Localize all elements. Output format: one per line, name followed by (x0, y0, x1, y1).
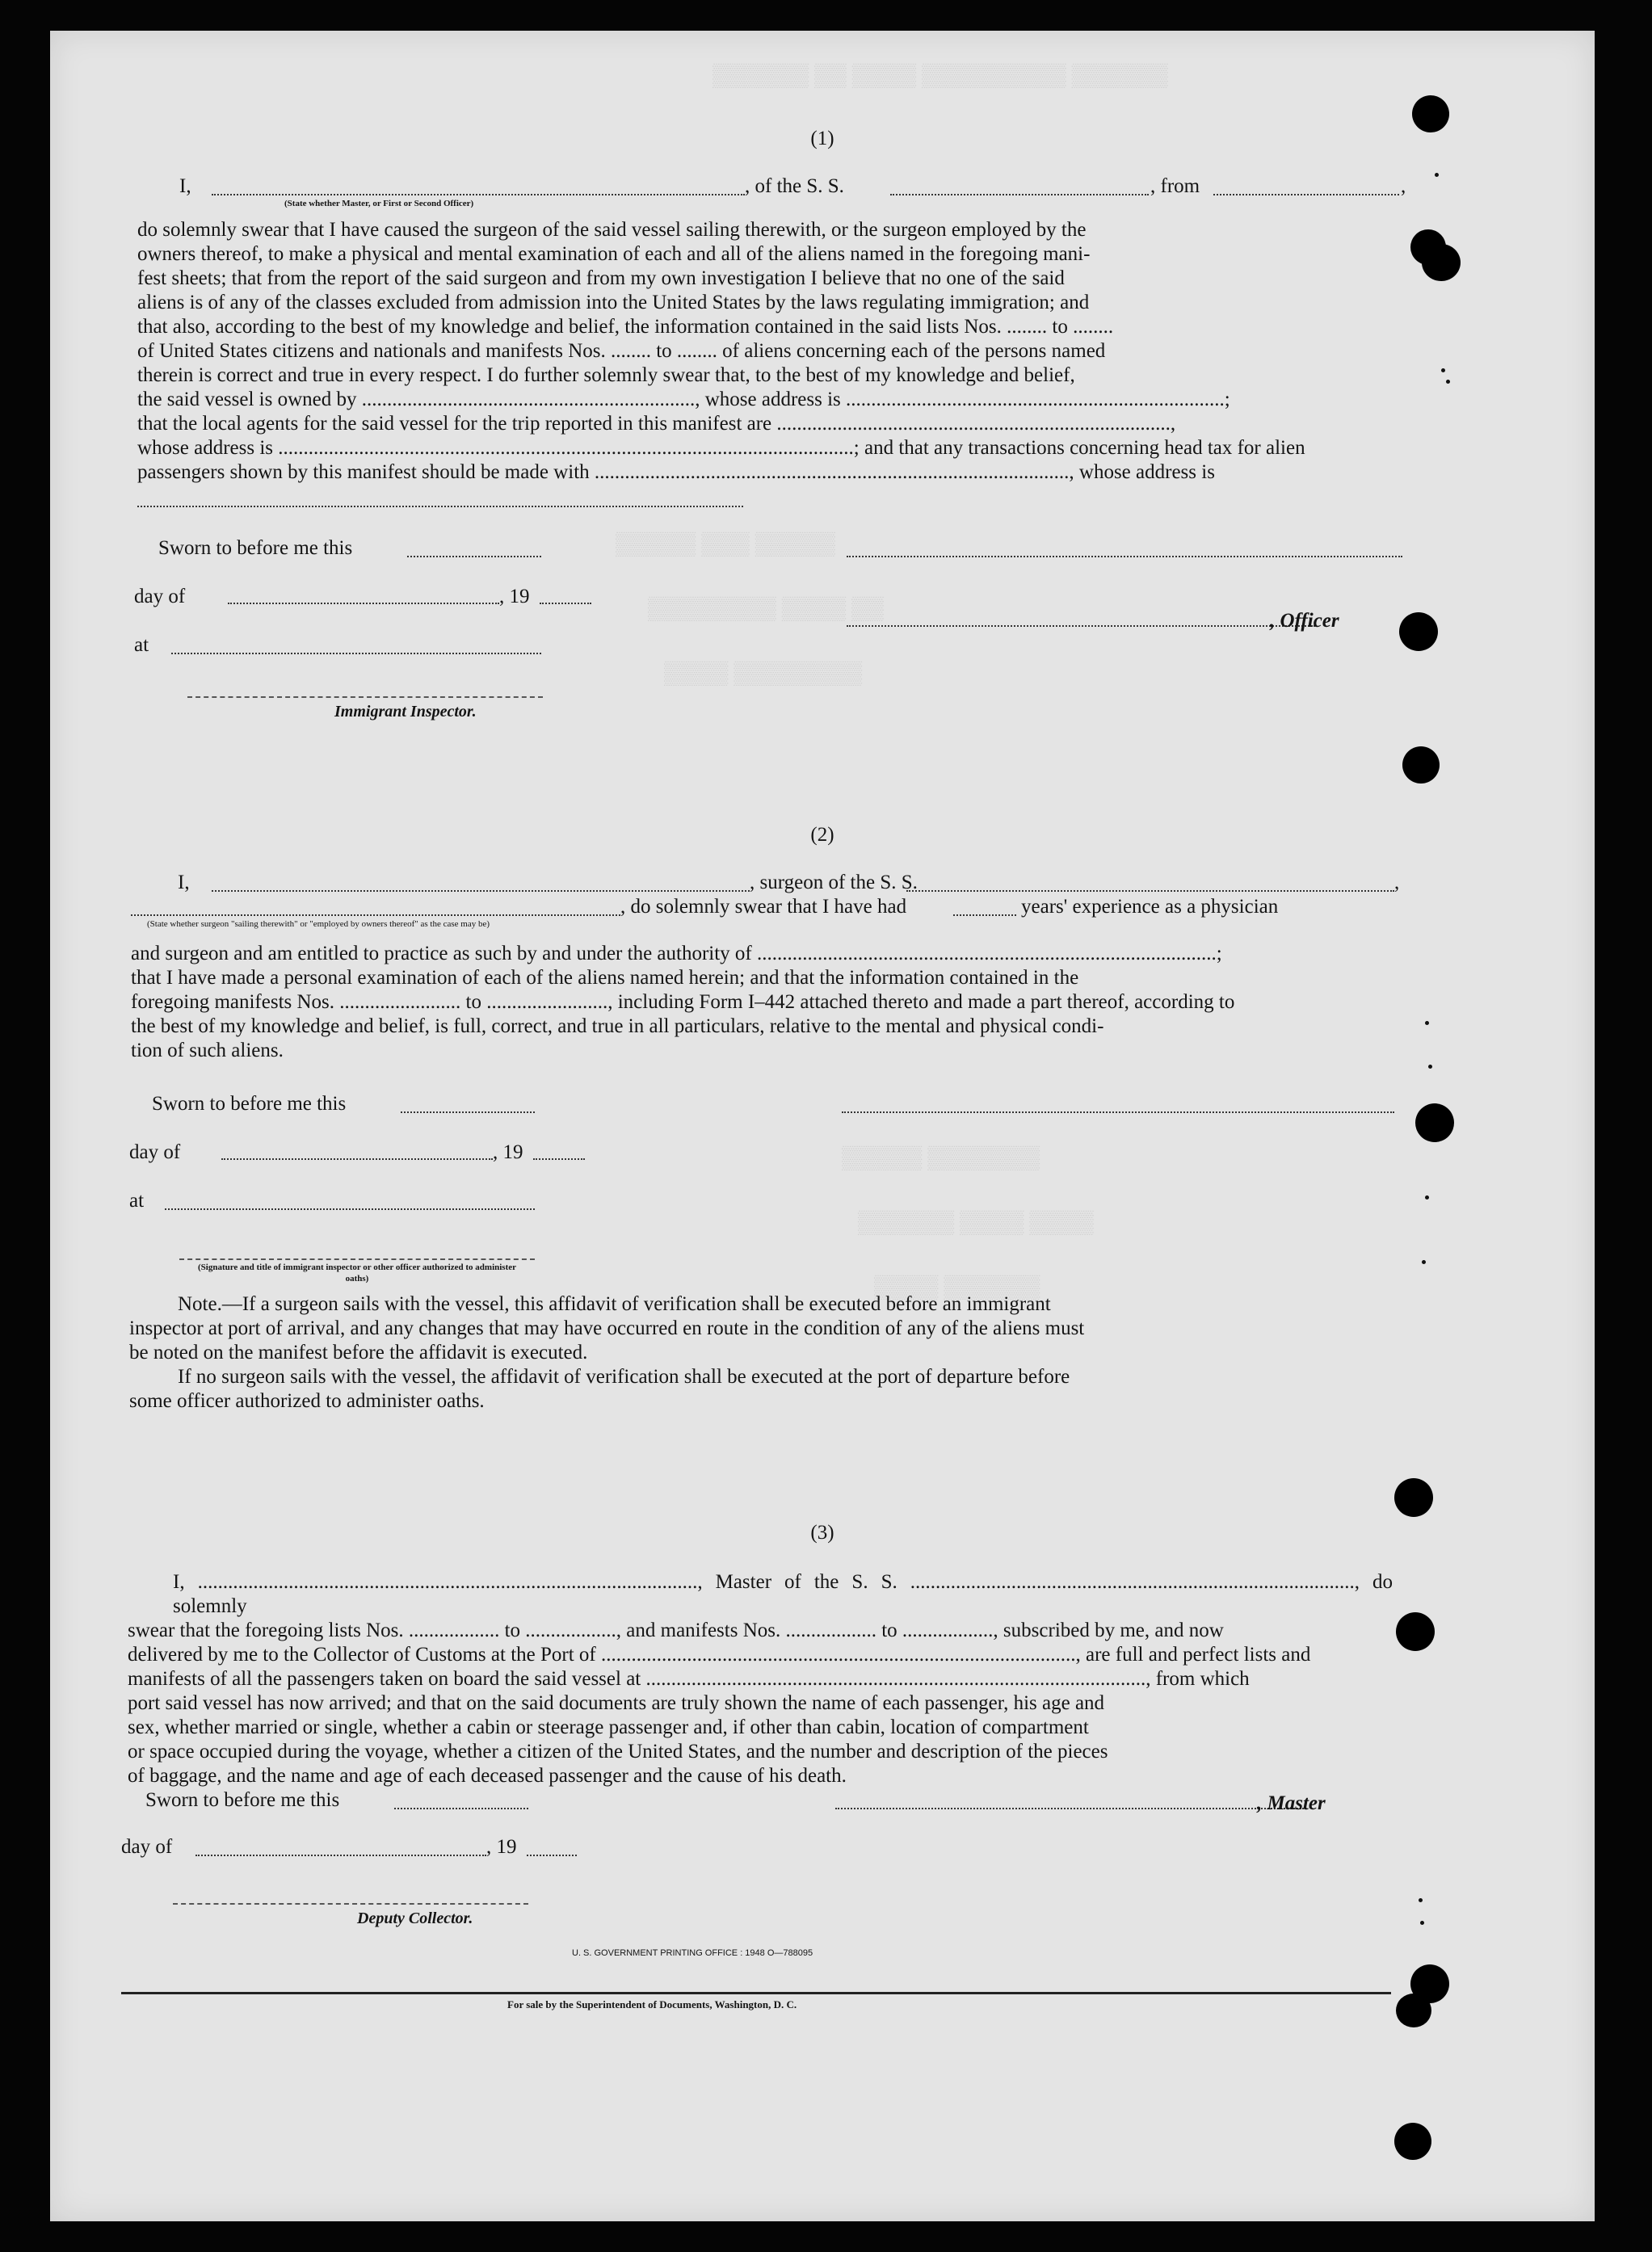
surgeon-status-field[interactable] (131, 914, 620, 916)
text-line: that I have made a personal examination of each of the aliens named herein; and that the information contained in the (131, 967, 1079, 989)
surgeon-vessel-field[interactable] (906, 890, 1394, 892)
comma: , (1394, 872, 1400, 893)
day-of-label: day of (121, 1836, 173, 1858)
punch-hole (1394, 2123, 1431, 2160)
sworn-day-field[interactable] (401, 1111, 535, 1113)
surgeon-name-field[interactable] (212, 890, 750, 892)
note-paragraph (129, 1292, 1394, 1414)
month-field[interactable] (228, 603, 499, 604)
punch-hole (1422, 244, 1461, 281)
officer-signature-field[interactable] (847, 556, 1402, 557)
section-2-paragraph (131, 942, 1396, 1063)
text-line: manifests of all the passengers taken on board the said vessel at ..................................................................................................., from which (128, 1668, 1250, 1690)
text-line: or space occupied during the voyage, whether a citizen of the United States, and the number and description of the pieces (128, 1741, 1108, 1763)
section-1-from: , from (1150, 175, 1200, 197)
text-line: that the local agents for the said vessel for the trip reported in this manifest are .............................................................................., (137, 413, 1176, 435)
years-experience-field[interactable] (953, 914, 1016, 916)
year-prefix: , 19 (493, 1141, 523, 1163)
punch-hole (1412, 95, 1449, 132)
punch-hole (1415, 1103, 1454, 1142)
speck (1441, 368, 1445, 372)
vessel-name-field[interactable] (890, 194, 1149, 195)
year-field[interactable] (533, 1158, 585, 1160)
inspector-signature-field[interactable] (179, 1258, 535, 1260)
bleed-through: ▒▒▒▒▒▒ ▒▒ ▒▒▒▒ ▒▒▒▒▒▒▒▒▒ ▒▒▒▒▒▒ ▒▒▒▒▒ ▒▒▒ ▒▒▒▒▒ ▒▒▒▒▒▒▒▒ ▒▒▒▒ ▒▒ ▒▒▒▒ ▒▒▒▒▒▒▒▒ ▒▒▒▒▒ ▒▒▒▒▒▒▒ ▒▒▒▒▒▒ ▒▒▒▒ ▒▒▒▒ ▒▒▒▒ ▒▒▒▒▒▒ (616, 63, 1168, 1300)
text-line: sex, whether married or single, whether a cabin or steerage passenger and, if other than cabin, location of compartment (128, 1716, 1089, 1738)
speck (1419, 1898, 1423, 1902)
speck (1435, 173, 1439, 177)
text-line: do solemnly swear that I have caused the surgeon of the said vessel sailing therewith, or the surgeon employed by the (137, 219, 1087, 241)
officer-title-field[interactable] (847, 625, 1315, 627)
section-2-note: (State whether surgeon "sailing therewith" or "employed by owners thereof" as the case may be) (147, 919, 490, 929)
form-page (50, 31, 1595, 2221)
sworn-day-field[interactable] (407, 556, 541, 557)
text-line: fest sheets; that from the report of the said surgeon and from my own investigation I believe that no one of the said (137, 267, 1065, 289)
punch-hole (1402, 746, 1440, 784)
text-line: of baggage, and the name and age of each deceased passenger and the cause of his death. (128, 1765, 847, 1787)
speck (1422, 1260, 1426, 1264)
year-field[interactable] (527, 1855, 577, 1856)
master-signature-field[interactable] (835, 1808, 1304, 1809)
speck (1420, 1921, 1424, 1925)
punch-hole (1396, 1994, 1431, 2027)
section-1-note: (State whether Master, or First or Second Officer) (284, 199, 474, 208)
footer-text: For sale by the Superintendent of Documents, Washington, D. C. (507, 1998, 797, 2010)
text-line: of United States citizens and nationals and manifests Nos. ........ to ........ of aliens concerning each of the persons named (137, 340, 1106, 362)
swear-had-text: , do solemnly swear that I have had (620, 896, 907, 918)
text-line: inspector at port of arrival, and any changes that may have occurred en route in the condition of any of the aliens must (129, 1317, 1085, 1339)
departure-port-field[interactable] (1213, 194, 1399, 195)
agent-address-field[interactable] (137, 506, 743, 507)
section-1-i: I, (179, 175, 191, 197)
inspector-label: Immigrant Inspector. (334, 703, 477, 721)
officer-name-field[interactable] (212, 194, 745, 195)
text-line: the best of my knowledge and belief, is full, correct, and true in all particulars, relative to the mental and physical condi- (131, 1015, 1104, 1037)
day-of-label: day of (134, 586, 186, 607)
day-of-label: day of (129, 1141, 181, 1163)
place-field[interactable] (165, 1208, 535, 1210)
text-line: tion of such aliens. (131, 1040, 284, 1061)
section-2-number: (2) (810, 824, 834, 846)
speck (1428, 1065, 1432, 1069)
text-line: the said vessel is owned by .................................................................., whose address is ...........................................................................; (137, 389, 1230, 410)
section-3-number: (3) (810, 1522, 834, 1544)
footer-rule (121, 1992, 1391, 1994)
text-line: be noted on the manifest before the affidavit is executed. (129, 1342, 588, 1363)
collector-label: Deputy Collector. (357, 1910, 473, 1927)
officer-label: , Officer (1270, 610, 1339, 632)
text-line: If no surgeon sails with the vessel, the affidavit of verification shall be executed at the port of departure before (178, 1366, 1070, 1388)
text-line: passengers shown by this manifest should be made with .............................................................................................., whose address is (137, 461, 1215, 483)
comma: , (1401, 175, 1406, 197)
inspector-signature-field[interactable] (187, 696, 543, 698)
surgeon-signature-field[interactable] (842, 1111, 1394, 1113)
section-2-i: I, (178, 872, 190, 893)
sworn-label: Sworn to before me this (152, 1093, 347, 1115)
year-prefix: , 19 (486, 1836, 517, 1858)
speck (1425, 1195, 1429, 1200)
section-1-of-ss: , of the S. S. (745, 175, 844, 197)
month-field[interactable] (195, 1855, 486, 1856)
text-line: Note.—If a surgeon sails with the vessel, this affidavit of verification shall be executed before an immigrant (178, 1293, 1051, 1315)
text-line: and surgeon and am entitled to practice as such by and under the authority of ...........................................................................................; (131, 943, 1222, 964)
master-label: , Master (1257, 1792, 1326, 1814)
section-1-number: (1) (810, 128, 834, 149)
speck (1425, 1021, 1429, 1025)
text-line: some officer authorized to administer oaths. (129, 1390, 485, 1412)
signature-title-note: (Signature and title of immigrant inspector or other officer authorized to administer oaths) (197, 1263, 517, 1284)
section-3-paragraph (128, 1570, 1393, 1788)
sworn-label: Sworn to before me this (158, 537, 353, 559)
punch-hole (1394, 1478, 1433, 1517)
gpo-imprint: U. S. GOVERNMENT PRINTING OFFICE : 1948 O—788095 (572, 1948, 813, 1958)
text-line: whose address is ..................................................................................................................; and that any transactions concerning head tax for alien (137, 437, 1305, 459)
at-label: at (129, 1190, 145, 1212)
place-field[interactable] (171, 653, 541, 654)
text-line: foregoing manifests Nos. ........................ to ........................, including Form I–442 attached thereto and made a part thereof, according to (131, 991, 1235, 1013)
sworn-day-field[interactable] (394, 1808, 528, 1809)
years-experience-text: years' experience as a physician (1021, 896, 1279, 918)
speck (1446, 380, 1450, 384)
month-field[interactable] (221, 1158, 493, 1160)
punch-hole (1399, 612, 1438, 651)
text-line: swear that the foregoing lists Nos. .................. to .................., and manifests Nos. .................. to .................., subscribed by me, and now (128, 1620, 1224, 1641)
text-line: therein is correct and true in every respect. I do further solemnly swear that, to the best of my knowledge and belief, (137, 364, 1075, 386)
text-line: port said vessel has now arrived; and that on the said documents are truly shown the name of each passenger, his age and (128, 1692, 1105, 1714)
at-label: at (134, 634, 149, 656)
collector-signature-field[interactable] (173, 1903, 528, 1905)
text-line: delivered by me to the Collector of Customs at the Port of .............................................................................................., are full and perfect lists and (128, 1644, 1311, 1666)
year-prefix: , 19 (499, 586, 530, 607)
text-line: I, ..................................................................................................., Master of the S. S. ........................................................................................, do solemnly (173, 1571, 1393, 1617)
year-field[interactable] (540, 603, 591, 604)
text-line: aliens is of any of the classes excluded from admission into the United States by the laws regulating immigration; and (137, 292, 1090, 313)
sworn-label: Sworn to before me this (145, 1789, 340, 1811)
surgeon-of-ss: , surgeon of the S. S. (750, 872, 918, 893)
text-line: owners thereof, to make a physical and mental examination of each and all of the aliens named in the foregoing mani- (137, 243, 1091, 265)
text-line: that also, according to the best of my knowledge and belief, the information contained in the said lists Nos. ........ to ........ (137, 316, 1114, 338)
punch-hole (1396, 1612, 1435, 1651)
section-1-paragraph (137, 218, 1402, 485)
